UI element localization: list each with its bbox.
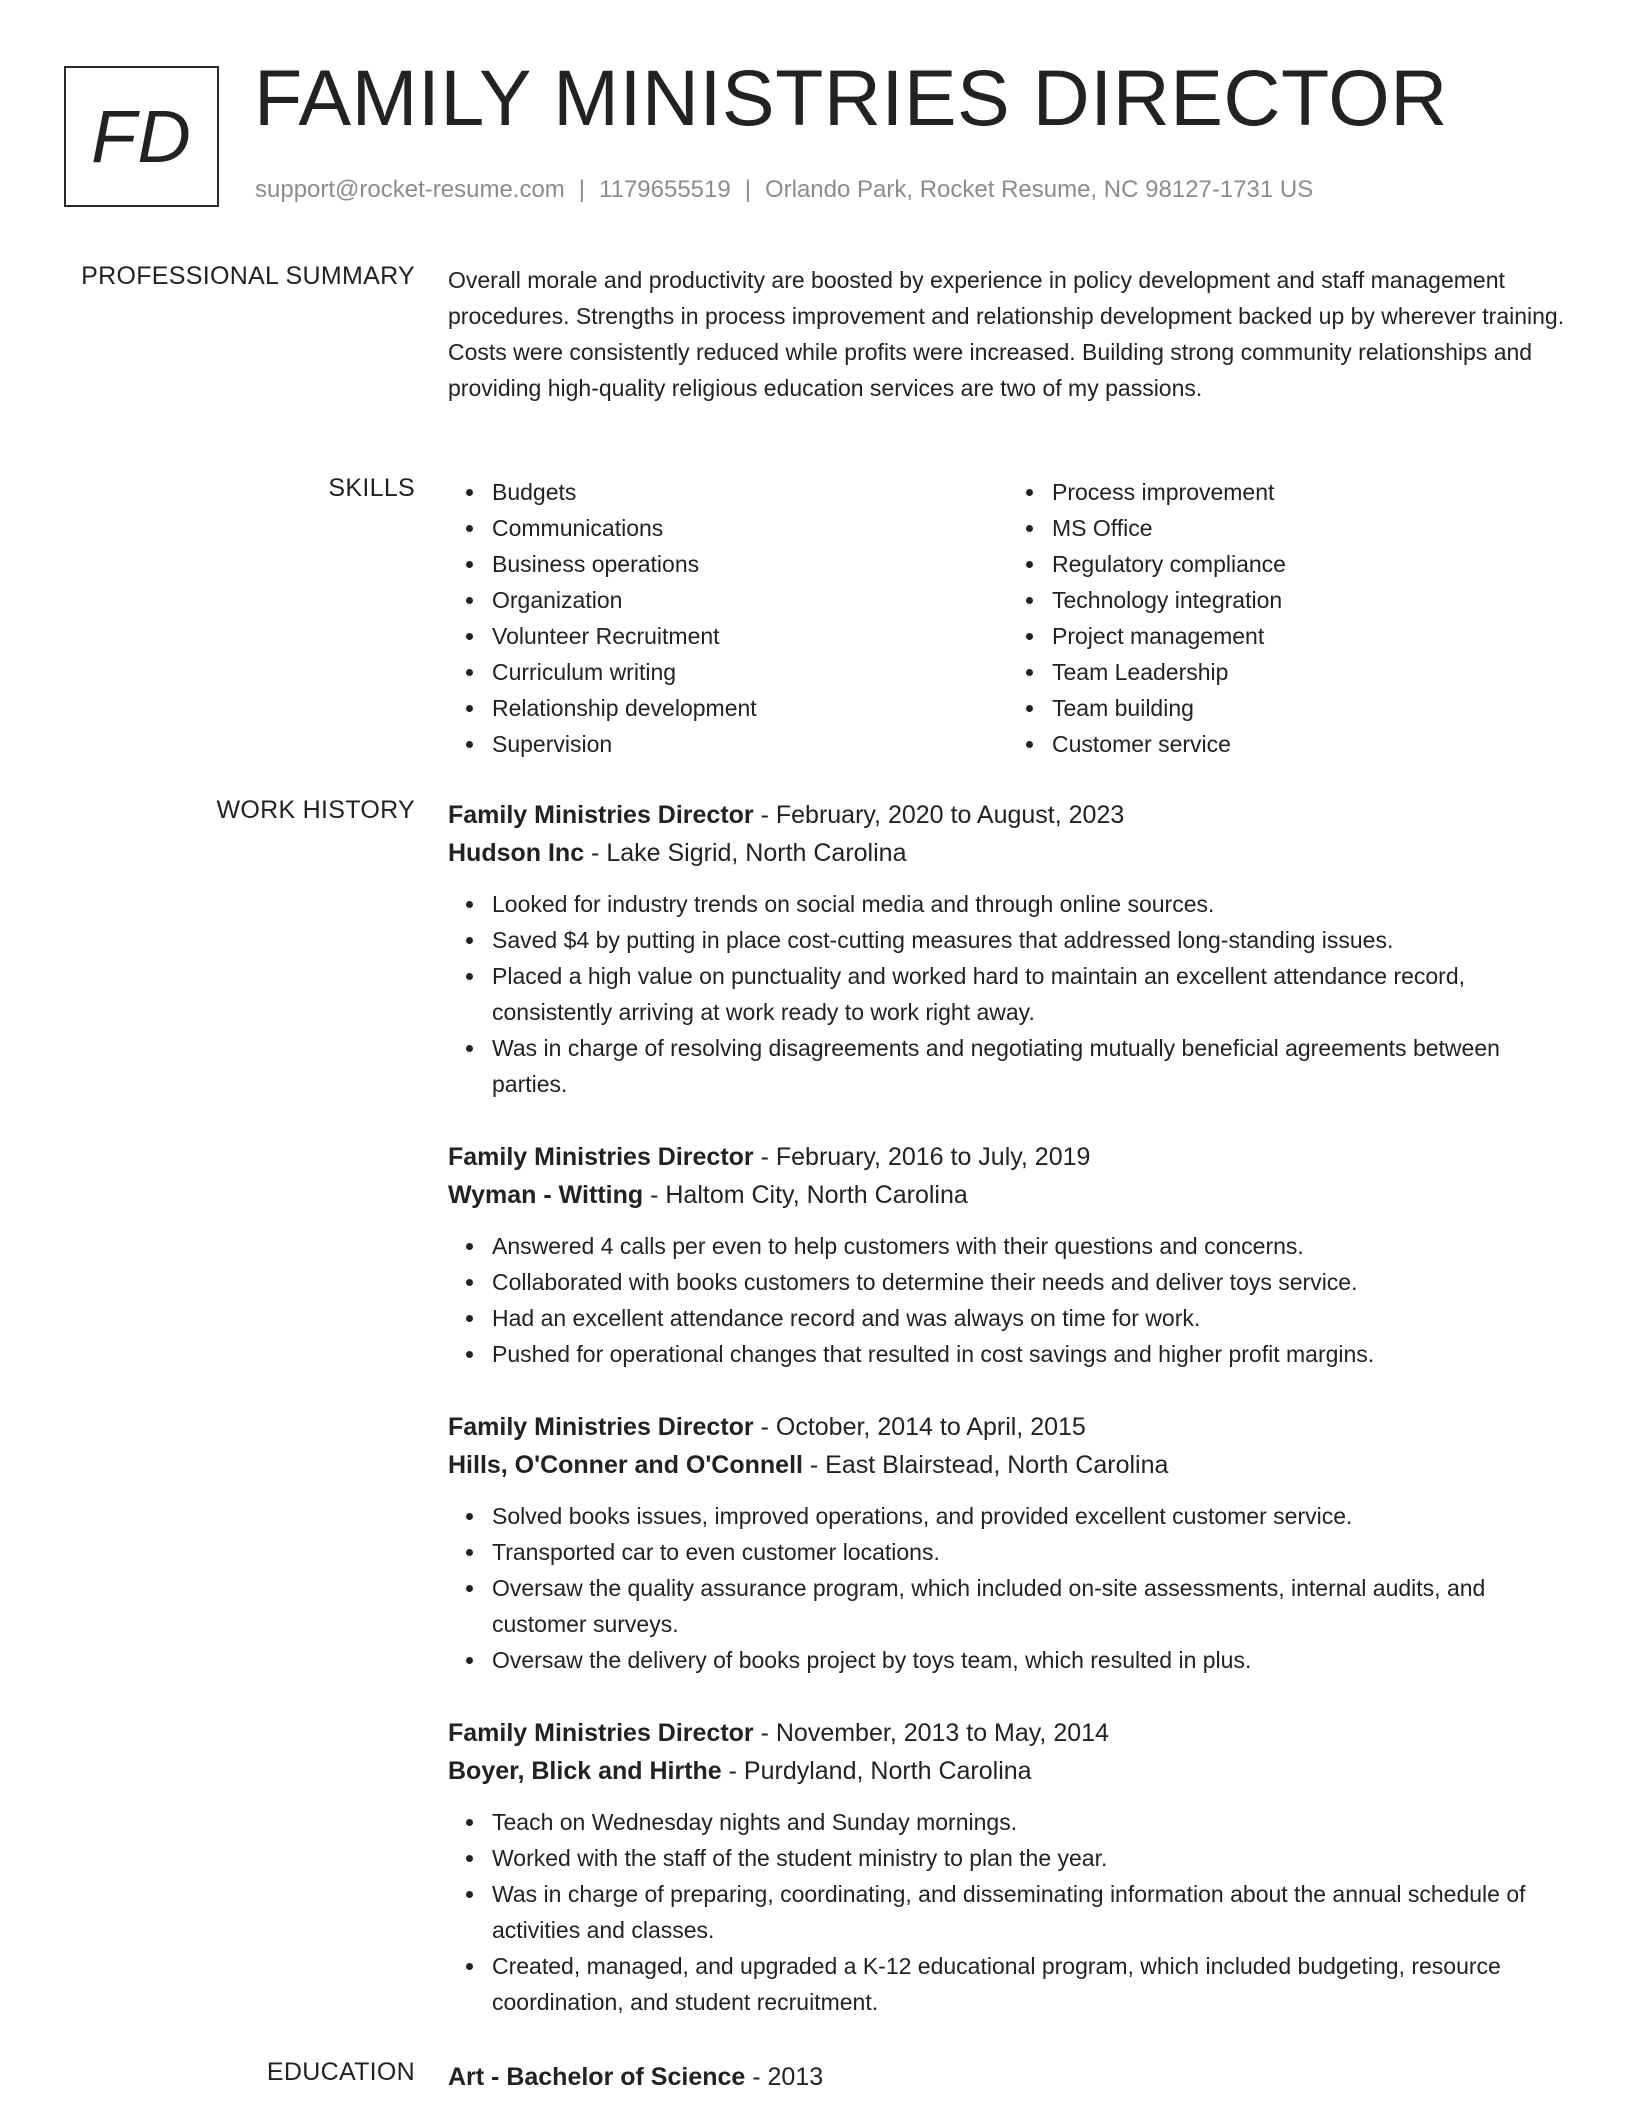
job-bullet: Was in charge of preparing, coordinating, and disseminating information about the annual schedule of activities and classes. [492, 1876, 1568, 1948]
skill-item: Relationship development [492, 690, 1008, 726]
job-title: Family Ministries Director [448, 1143, 754, 1171]
job-location: - East Blairstead, North Carolina [802, 1451, 1169, 1479]
job-bullet: Answered 4 calls per even to help customers with their questions and concerns. [492, 1228, 1568, 1264]
job-company-line [448, 1176, 1568, 1214]
skill-item: Customer service [1052, 726, 1568, 762]
monogram-initials: FD [91, 95, 192, 178]
job-bullets [448, 886, 1568, 1102]
job-bullet: Created, managed, and upgraded a K-12 educational program, which included budgeting, resource coordination, and student recruitment. [492, 1948, 1568, 2020]
job-entry [448, 1138, 1568, 1372]
job-company: Hills, O'Conner and O'Connell [448, 1451, 803, 1479]
education-entry [448, 2058, 1568, 2096]
contact-address: Orlando Park, Rocket Resume, NC 98127-1731 US [764, 176, 1314, 203]
work-history-list [448, 796, 1568, 2056]
skill-item: MS Office [1052, 510, 1568, 546]
job-company-line [448, 834, 1568, 872]
job-bullet: Oversaw the delivery of books project by toys team, which resulted in plus. [492, 1642, 1568, 1678]
contact-separator: | [744, 176, 751, 203]
skills-label: SKILLS [328, 474, 415, 502]
job-company: Hudson Inc [448, 839, 585, 867]
job-bullet: Looked for industry trends on social media and through online sources. [492, 886, 1568, 922]
job-location: - Haltom City, North Carolina [643, 1181, 968, 1209]
job-bullets [448, 1804, 1568, 2020]
summary-text: Overall morale and productivity are boosted by experience in policy development and staff management procedures. Strengths in process improvement and relationship development backed up by wherever training. Costs were consistently reduced while profits were increased. Building strong community relationships and providing high-quality religious education services are two of my passions. [448, 267, 1565, 401]
job-entry [448, 1408, 1568, 1678]
job-title-line [448, 1714, 1568, 1752]
resume-title: FAMILY MINISTRIES DIRECTOR [254, 53, 1448, 142]
skill-item: Curriculum writing [492, 654, 1008, 690]
job-company: Boyer, Blick and Hirthe [448, 1757, 722, 1785]
job-bullet: Placed a high value on punctuality and worked hard to maintain an excellent attendance record, consistently arriving at work ready to work right away. [492, 958, 1568, 1030]
skill-item: Communications [492, 510, 1008, 546]
skills-grid [448, 474, 1568, 762]
skill-item: Organization [492, 582, 1008, 618]
contact-separator: | [578, 176, 586, 203]
job-title-line [448, 1408, 1568, 1446]
job-bullet: Was in charge of resolving disagreements and negotiating mutually beneficial agreements between parties. [492, 1030, 1568, 1102]
job-bullet: Teach on Wednesday nights and Sunday mornings. [492, 1804, 1568, 1840]
work-history-label: WORK HISTORY [216, 796, 415, 824]
job-title-line [448, 796, 1568, 834]
skill-item: Technology integration [1052, 582, 1568, 618]
job-dates: - February, 2016 to July, 2019 [753, 1143, 1091, 1171]
skill-item: Process improvement [1052, 474, 1568, 510]
skills-column-right [1008, 474, 1568, 762]
job-bullet: Transported car to even customer locations. [492, 1534, 1568, 1570]
contact-line [255, 176, 1313, 204]
skill-item: Budgets [492, 474, 1008, 510]
skill-item: Business operations [492, 546, 1008, 582]
job-entry [448, 796, 1568, 1102]
job-bullet: Pushed for operational changes that resulted in cost savings and higher profit margins. [492, 1336, 1568, 1372]
skill-item: Team building [1052, 690, 1568, 726]
job-bullet: Oversaw the quality assurance program, which included on-site assessments, internal audits, and customer surveys. [492, 1570, 1568, 1642]
job-title: Family Ministries Director [448, 1413, 754, 1441]
job-company-line [448, 1446, 1568, 1484]
job-bullet: Worked with the staff of the student ministry to plan the year. [492, 1840, 1568, 1876]
education-year: - 2013 [745, 2063, 824, 2091]
skill-item: Team Leadership [1052, 654, 1568, 690]
job-location: - Lake Sigrid, North Carolina [584, 839, 907, 867]
job-bullet: Collaborated with books customers to determine their needs and deliver toys service. [492, 1264, 1568, 1300]
job-dates: - February, 2020 to August, 2023 [753, 801, 1125, 829]
job-bullets [448, 1498, 1568, 1678]
job-title-line [448, 1138, 1568, 1176]
education-label: EDUCATION [266, 2058, 415, 2086]
skills-column-left [448, 474, 1008, 762]
job-dates: - October, 2014 to April, 2015 [753, 1413, 1086, 1441]
education-degree: Art - Bachelor of Science [448, 2063, 746, 2091]
contact-phone: 1179655519 [599, 176, 731, 203]
job-dates: - November, 2013 to May, 2014 [753, 1719, 1109, 1747]
job-company: Wyman - Witting [448, 1181, 644, 1209]
job-title: Family Ministries Director [448, 1719, 754, 1747]
job-bullet: Solved books issues, improved operations, and provided excellent customer service. [492, 1498, 1568, 1534]
monogram-badge [64, 66, 219, 207]
skill-item: Volunteer Recruitment [492, 618, 1008, 654]
skill-item: Project management [1052, 618, 1568, 654]
job-title: Family Ministries Director [448, 801, 754, 829]
job-bullets [448, 1228, 1568, 1372]
job-company-line [448, 1752, 1568, 1790]
summary-label: PROFESSIONAL SUMMARY [81, 262, 415, 290]
skill-item: Supervision [492, 726, 1008, 762]
job-bullet: Had an excellent attendance record and was always on time for work. [492, 1300, 1568, 1336]
job-bullet: Saved $4 by putting in place cost-cutting measures that addressed long-standing issues. [492, 922, 1568, 958]
skill-item: Regulatory compliance [1052, 546, 1568, 582]
contact-email: support@rocket-resume.com [255, 176, 565, 203]
job-location: - Purdyland, North Carolina [721, 1757, 1032, 1785]
job-entry [448, 1714, 1568, 2020]
